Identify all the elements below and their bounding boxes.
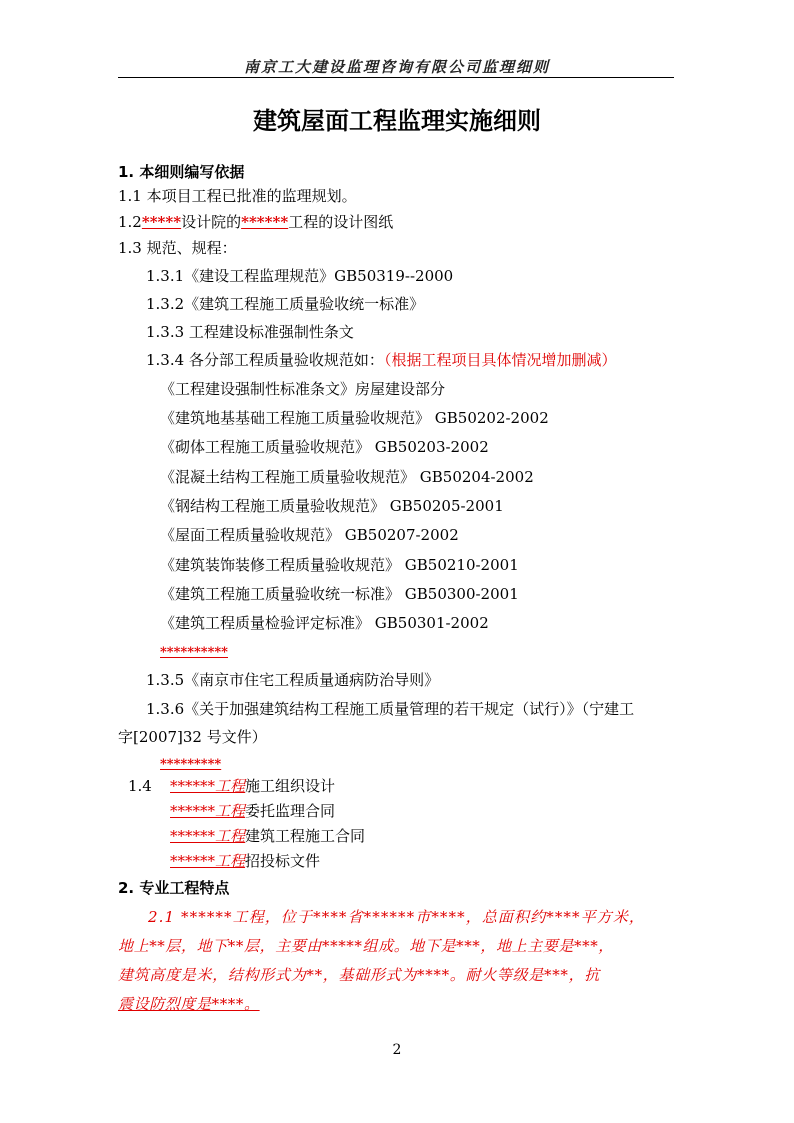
item-1-2-prefix: 1.2: [118, 213, 142, 231]
paragraph-line: 建筑高度是米，结构形式为**，基础形式为****。耐火等级是***，抗: [118, 966, 601, 984]
standard-item: 《建筑工程施工质量验收统一标准》 GB50300-2001: [160, 585, 519, 603]
item-1-3-4-note: （根据工程项目具体情况增加删减）: [383, 351, 617, 369]
item-1-4-entry: [170, 801, 335, 821]
entry-text: 委托监理合同: [245, 802, 336, 820]
item-1-1: 1.1 本项目工程已批准的监理规划。: [118, 187, 357, 205]
item-1-2-mid: 设计院的: [181, 213, 242, 231]
item-1-3: 1.3 规范、规程：: [118, 239, 237, 257]
standard-item: 《混凝土结构工程施工质量验收规范》 GB50204-2002: [160, 468, 534, 486]
item-1-4-entry: [170, 851, 320, 871]
entry-text: 招投标文件: [245, 852, 321, 870]
item-1-3-3: 1.3.3 工程建设标准强制性条文: [146, 323, 354, 341]
paragraph-line: 地上**层，地下**层，主要由*****组成。地下是***，地上主要是***，: [118, 937, 614, 955]
header-divider: [118, 77, 674, 78]
standard-item: 《建筑装饰装修工程质量验收规范》 GB50210-2001: [160, 556, 519, 574]
placeholder-mark: ******工程: [170, 827, 246, 845]
standard-item: 《屋面工程质量验收规范》 GB50207-2002: [160, 526, 459, 544]
document-title: 建筑屋面工程监理实施细则: [253, 107, 541, 135]
placeholder-mark: ******工程: [170, 852, 246, 870]
item-1-3-4: [146, 350, 616, 370]
page-number: 2: [392, 1042, 402, 1058]
placeholder-stars: **********: [160, 645, 228, 660]
placeholder-mark: ******工程: [170, 777, 246, 795]
item-1-3-1: 1.3.1《建设工程监理规范》GB50319--2000: [146, 267, 454, 285]
paragraph-line: 震设防烈度是****。: [118, 995, 260, 1013]
placeholder-mark: ******工程: [170, 802, 246, 820]
item-1-3-2: 1.3.2《建筑工程施工质量验收统一标准》: [146, 295, 425, 313]
item-1-3-6-cont: 字[2007]32 号文件）: [118, 728, 267, 746]
section-2-heading: 2. 专业工程特点: [118, 879, 230, 897]
section-1-heading: 1. 本细则编写依据: [118, 163, 245, 181]
item-1-4-entry: [170, 826, 365, 846]
item-1-4-label: 1.4: [128, 777, 152, 795]
paragraph-line: 2.1 ******工程，位于****省******市****，总面积约****平方米，: [148, 908, 646, 926]
standard-item: 《钢结构工程施工质量验收规范》 GB50205-2001: [160, 497, 504, 515]
placeholder-stars: *********: [160, 757, 222, 772]
item-1-3-5: 1.3.5《南京市住宅工程质量通病防治导则》: [146, 671, 440, 689]
item-1-4-entry: [170, 776, 335, 796]
entry-text: 施工组织设计: [245, 777, 336, 795]
placeholder-mark: ******: [241, 213, 289, 231]
item-1-2-suffix: 工程的设计图纸: [288, 213, 394, 231]
standard-item: 《建筑地基基础工程施工质量验收规范》 GB50202-2002: [160, 409, 549, 427]
standard-item: 《砌体工程施工质量验收规范》 GB50203-2002: [160, 438, 489, 456]
page-header: 南京工大建设监理咨询有限公司监理细则: [243, 58, 550, 76]
standard-item: 《建筑工程质量检验评定标准》 GB50301-2002: [160, 614, 489, 632]
entry-text: 建筑工程施工合同: [245, 827, 366, 845]
item-1-3-4-text: 1.3.4 各分部工程质量验收规范如：: [146, 351, 384, 369]
item-1-2: [118, 212, 393, 232]
item-1-3-6: 1.3.6《关于加强建筑结构工程施工质量管理的若干规定（试行）》（宁建工: [146, 700, 635, 718]
standard-item: 《工程建设强制性标准条文》房屋建设部分: [160, 380, 446, 398]
placeholder-mark: *****: [141, 213, 182, 231]
